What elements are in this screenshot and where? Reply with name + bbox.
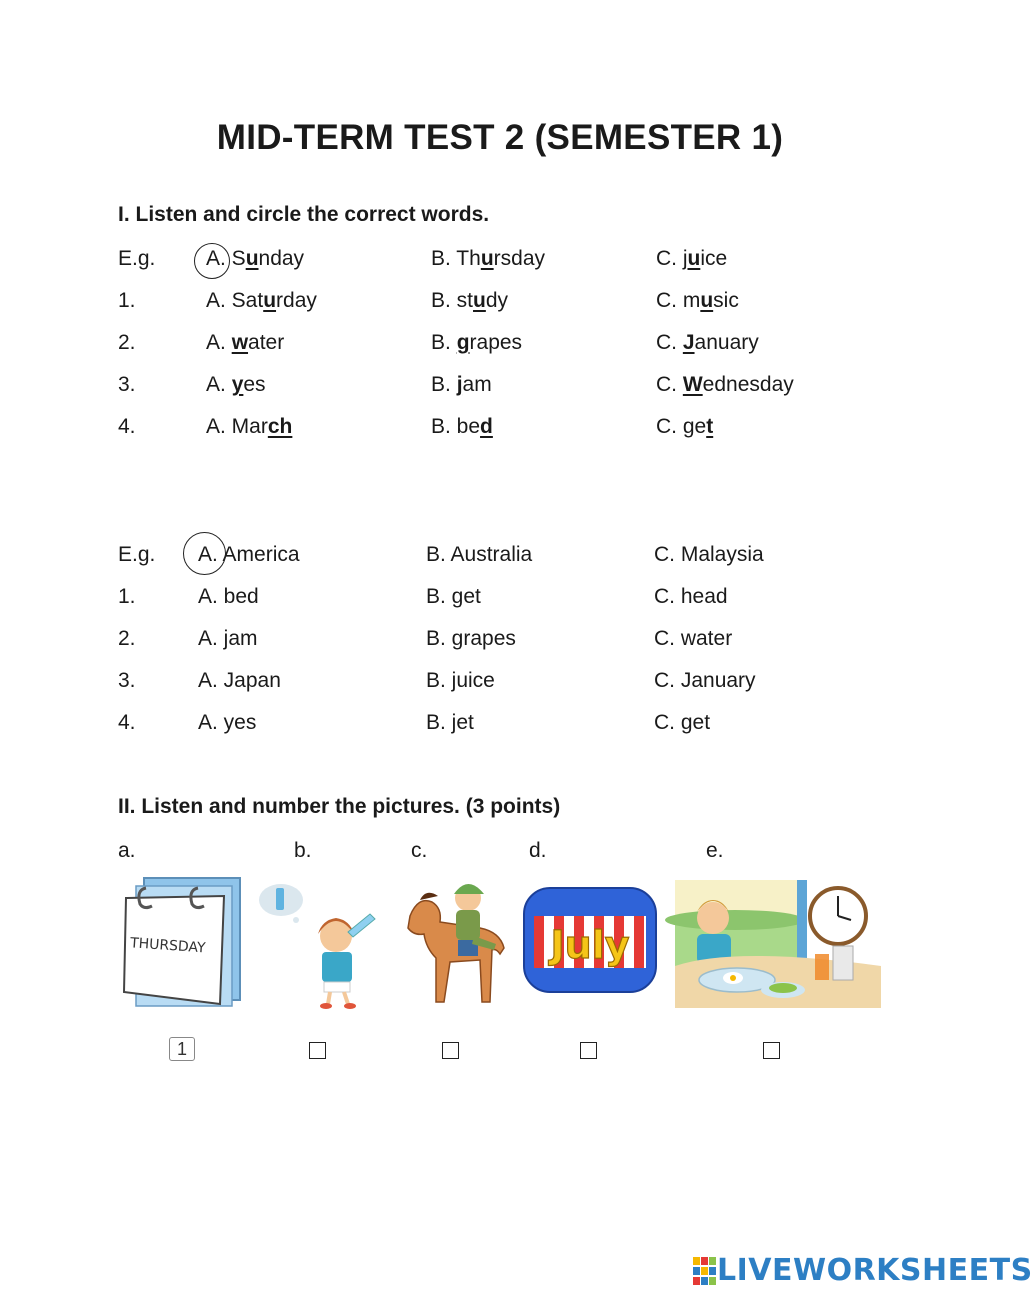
- option-a[interactable]: [206, 289, 317, 313]
- word-part: ice: [700, 247, 728, 270]
- word-part: anuary: [694, 331, 759, 354]
- underlined-letters: ch: [267, 415, 293, 438]
- underlined-letters: u: [473, 289, 486, 312]
- option-c[interactable]: [656, 373, 794, 397]
- option-c[interactable]: [656, 289, 739, 313]
- underlined-letters: u: [687, 247, 701, 270]
- underlined-letters: u: [700, 289, 714, 312]
- word-part: rapes: [469, 331, 523, 354]
- logo-icon: [693, 1257, 717, 1285]
- option-a[interactable]: A. jam: [198, 627, 258, 650]
- word-part: C. j: [656, 247, 688, 270]
- word-part: sic: [713, 289, 739, 312]
- row-number: E.g.: [118, 543, 156, 566]
- word-part: B. Th: [431, 247, 481, 270]
- word-part: A.: [206, 373, 232, 396]
- word-row: [118, 331, 918, 361]
- word-part: ater: [248, 331, 285, 354]
- word-part: A. Sat: [206, 289, 264, 312]
- option-c[interactable]: C. get: [654, 711, 711, 734]
- word-part: B.: [431, 373, 457, 396]
- row-number: 1.: [118, 585, 136, 608]
- picture-label-e: e.: [706, 839, 724, 862]
- word-part: A. Mar: [206, 415, 268, 438]
- calendar-picture: [120, 876, 245, 1011]
- word-row: [118, 585, 918, 615]
- word-part: A.: [206, 331, 232, 354]
- row-number: 2.: [118, 331, 136, 354]
- word-part: es: [243, 373, 266, 396]
- underlined-letters: t: [706, 415, 714, 438]
- word-row: [118, 669, 918, 699]
- option-b[interactable]: B. grapes: [426, 627, 516, 650]
- option-c[interactable]: [656, 331, 759, 355]
- option-b[interactable]: [431, 373, 492, 397]
- picture-label-a: a.: [118, 839, 136, 862]
- underlined-letters: g: [456, 331, 470, 354]
- picture-label-d: d.: [529, 839, 547, 862]
- word-part: am: [462, 373, 492, 396]
- option-c[interactable]: C. January: [654, 669, 756, 692]
- word-row: [118, 711, 918, 741]
- word-part: dy: [485, 289, 509, 312]
- option-a[interactable]: [206, 331, 284, 355]
- liveworksheets-logo: [693, 1253, 1033, 1288]
- picture-label-b: b.: [294, 839, 312, 862]
- word-part: rsday: [493, 247, 545, 270]
- word-row: [118, 247, 918, 277]
- option-c[interactable]: [656, 415, 713, 439]
- option-b[interactable]: [431, 415, 493, 439]
- word-part: nday: [258, 247, 305, 270]
- word-part: C. m: [656, 289, 701, 312]
- word-part: B.: [431, 331, 457, 354]
- picture-label-c: c.: [411, 839, 428, 862]
- month-text: July: [550, 923, 630, 967]
- word-part: C.: [656, 373, 683, 396]
- word-row: [118, 627, 918, 657]
- section-1-heading: I. Listen and circle the correct words.: [118, 203, 490, 226]
- option-b[interactable]: [431, 289, 508, 313]
- answer-box-a: 1: [169, 1037, 195, 1061]
- option-c[interactable]: C. head: [654, 585, 728, 608]
- option-b[interactable]: B. jet: [426, 711, 474, 734]
- row-number: 3.: [118, 669, 136, 692]
- word-part: C. ge: [656, 415, 707, 438]
- breakfast-picture: [675, 880, 881, 1008]
- option-b[interactable]: B. Australia: [426, 543, 533, 566]
- row-number: 4.: [118, 415, 136, 438]
- underlined-letters: y: [231, 373, 244, 396]
- word-part: B. st: [431, 289, 474, 312]
- underlined-letters: u: [245, 247, 259, 270]
- word-part: rday: [276, 289, 317, 312]
- section-2-heading: II. Listen and number the pictures. (3 points): [118, 795, 561, 818]
- answer-box-c[interactable]: [442, 1042, 459, 1059]
- option-a[interactable]: A. yes: [198, 711, 257, 734]
- option-c[interactable]: [656, 247, 727, 271]
- row-number: 3.: [118, 373, 136, 396]
- option-a[interactable]: A. bed: [198, 585, 259, 608]
- word-part: A. S: [206, 247, 246, 270]
- option-c[interactable]: C. Malaysia: [654, 543, 764, 566]
- underlined-letters: j: [456, 373, 463, 396]
- word-part: ednesday: [702, 373, 794, 396]
- option-b[interactable]: [431, 331, 522, 355]
- word-row: [118, 373, 918, 403]
- word-part: C.: [656, 331, 683, 354]
- option-a[interactable]: [206, 415, 292, 439]
- row-number: E.g.: [118, 247, 156, 270]
- option-b[interactable]: [431, 247, 545, 271]
- underlined-letters: d: [480, 415, 493, 438]
- thirsty-girl-picture: [256, 878, 382, 1010]
- underlined-letters: W: [682, 373, 703, 396]
- option-a[interactable]: [206, 373, 266, 397]
- july-sign-picture: [522, 882, 658, 998]
- example-circle-2: [183, 532, 226, 575]
- option-a[interactable]: A. America: [198, 543, 300, 566]
- option-b[interactable]: B. get: [426, 585, 481, 608]
- word-row: [118, 415, 918, 445]
- logo-text: LIVEWORKSHEETS: [717, 1253, 1033, 1288]
- underlined-letters: u: [263, 289, 277, 312]
- option-b[interactable]: B. juice: [426, 669, 495, 692]
- underlined-letters: w: [231, 331, 249, 354]
- row-number: 2.: [118, 627, 136, 650]
- underlined-letters: u: [480, 247, 494, 270]
- row-number: 4.: [118, 711, 136, 734]
- row-number: 1.: [118, 289, 136, 312]
- answer-box-e[interactable]: [763, 1042, 780, 1059]
- underlined-letters: J: [682, 331, 695, 354]
- option-a[interactable]: A. Japan: [198, 669, 281, 692]
- word-row: [118, 289, 918, 319]
- calendar-text: THURSDAY: [129, 935, 207, 957]
- answer-box-b[interactable]: [309, 1042, 326, 1059]
- answer-box-d[interactable]: [580, 1042, 597, 1059]
- word-row: [118, 543, 918, 573]
- option-c[interactable]: C. water: [654, 627, 733, 650]
- horse-riding-picture: [398, 876, 510, 1010]
- example-circle-1: [194, 243, 230, 279]
- page-title: MID-TERM TEST 2 (SEMESTER 1): [216, 118, 784, 157]
- word-part: B. be: [431, 415, 481, 438]
